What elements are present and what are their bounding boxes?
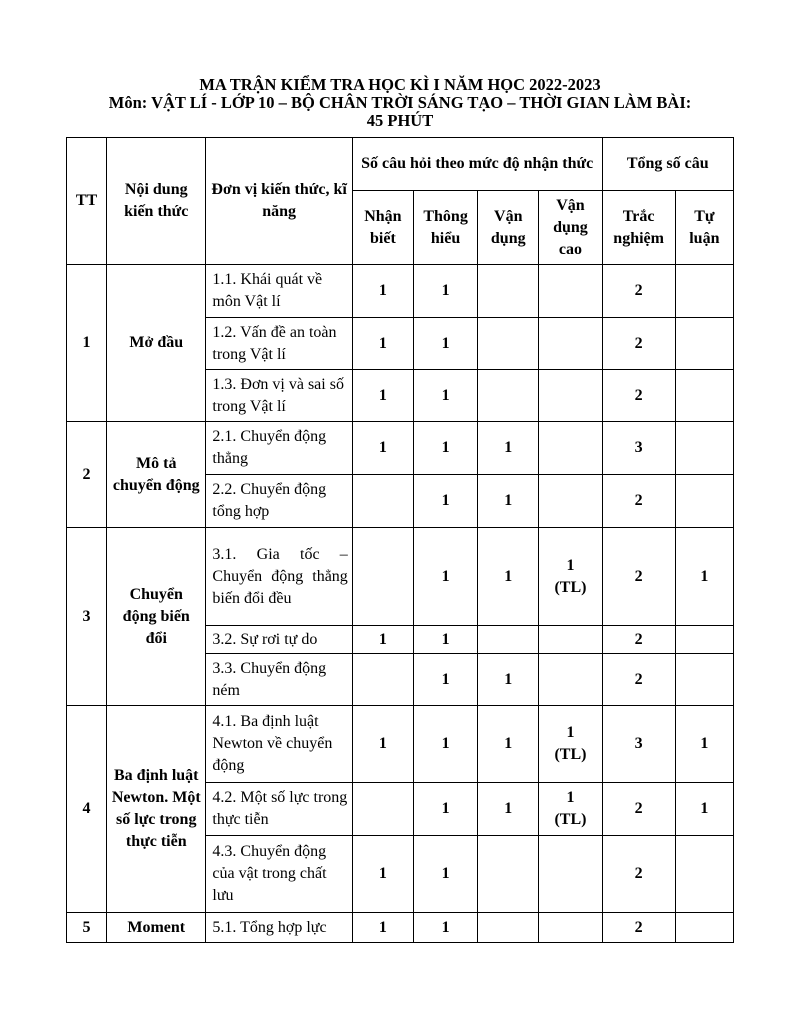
topic-cell: Mở đầu: [107, 265, 206, 422]
header-tu-luan: Tự luận: [675, 191, 733, 265]
nhan-biet-cell: [352, 654, 413, 706]
unit-cell: 4.1. Ba định luật Newton về chuyển động: [206, 706, 352, 783]
nhan-biet-cell: [352, 475, 413, 528]
tu-luan-cell: [675, 626, 733, 654]
matrix-body: [67, 265, 734, 943]
trac-nghiem-cell: 2: [602, 265, 675, 318]
trac-nghiem-cell: 2: [602, 370, 675, 422]
van-dung-cell: [478, 836, 539, 913]
van-dung-cell: [478, 370, 539, 422]
tu-luan-cell: [675, 422, 733, 475]
van-dung-cell: 1: [478, 783, 539, 836]
tu-luan-cell: [675, 370, 733, 422]
tu-luan-cell: [675, 318, 733, 370]
van-dung-cao-value: 1: [566, 789, 575, 806]
van-dung-cell: [478, 265, 539, 318]
thong-hieu-cell: 1: [413, 836, 477, 913]
header-tt: TT: [67, 138, 107, 265]
thong-hieu-cell: 1: [413, 706, 477, 783]
unit-cell: 5.1. Tổng hợp lực: [206, 913, 352, 943]
thong-hieu-cell: 1: [413, 654, 477, 706]
unit-cell: 3.1. Gia tốc – Chuyển động thẳng biến đổi đều: [206, 528, 352, 626]
trac-nghiem-cell: 2: [602, 475, 675, 528]
document-title-line-3: 45 PHÚT: [366, 111, 434, 130]
header-thong-hieu: Thông hiểu: [413, 191, 477, 265]
unit-cell: 4.2. Một số lực trong thực tiễn: [206, 783, 352, 836]
van-dung-cao-cell: [539, 654, 602, 706]
table-row: [67, 913, 734, 943]
header-trac-nghiem: Trắc nghiệm: [602, 191, 675, 265]
table-row: [67, 422, 734, 475]
van-dung-cao-cell: [539, 783, 602, 836]
tu-luan-cell: [675, 475, 733, 528]
thong-hieu-cell: 1: [413, 370, 477, 422]
trac-nghiem-cell: 2: [602, 528, 675, 626]
table-row: [67, 706, 734, 783]
tu-luan-cell: 1: [675, 706, 733, 783]
trac-nghiem-cell: 2: [602, 318, 675, 370]
unit-cell: 2.2. Chuyển động tổng hợp: [206, 475, 352, 528]
nhan-biet-cell: 1: [352, 913, 413, 943]
nhan-biet-cell: 1: [352, 318, 413, 370]
nhan-biet-cell: 1: [352, 422, 413, 475]
row-number-cell: 5: [67, 913, 107, 943]
trac-nghiem-cell: 3: [602, 422, 675, 475]
nhan-biet-cell: 1: [352, 265, 413, 318]
unit-cell: 3.2. Sự rơi tự do: [206, 626, 352, 654]
document-title-line-1: MA TRẬN KIỂM TRA HỌC KÌ I NĂM HỌC 2022-2023: [199, 75, 601, 94]
nhan-biet-cell: [352, 528, 413, 626]
topic-cell: Mô tả chuyển động: [107, 422, 206, 528]
header-van-dung: Vận dụng: [478, 191, 539, 265]
van-dung-cao-cell: [539, 626, 602, 654]
thong-hieu-cell: 1: [413, 422, 477, 475]
van-dung-cell: 1: [478, 528, 539, 626]
header-content: Nội dung kiến thức: [107, 138, 206, 265]
tu-luan-cell: 1: [675, 528, 733, 626]
thong-hieu-cell: 1: [413, 318, 477, 370]
van-dung-cao-value: 1: [566, 556, 575, 574]
header-total-group: Tổng số câu: [602, 138, 733, 191]
unit-cell: 1.3. Đơn vị và sai số trong Vật lí: [206, 370, 352, 422]
row-number-cell: 2: [67, 422, 107, 528]
van-dung-cao-note: (TL): [554, 746, 587, 763]
van-dung-cao-cell: [539, 913, 602, 943]
tu-luan-cell: 1: [675, 783, 733, 836]
van-dung-cell: [478, 318, 539, 370]
topic-cell: Moment: [107, 913, 206, 943]
van-dung-cao-value: 1: [566, 724, 575, 741]
tu-luan-cell: [675, 654, 733, 706]
van-dung-cao-note: (TL): [554, 811, 587, 828]
unit-cell: 3.3. Chuyển động ném: [206, 654, 352, 706]
header-levels-group: Số câu hỏi theo mức độ nhận thức: [352, 138, 602, 191]
van-dung-cell: 1: [478, 654, 539, 706]
table-row: [67, 528, 734, 626]
trac-nghiem-cell: 3: [602, 706, 675, 783]
van-dung-cao-cell: [539, 370, 602, 422]
topic-cell: Ba định luật Newton. Một số lực trong thực tiễn: [107, 706, 206, 913]
tu-luan-cell: [675, 265, 733, 318]
thong-hieu-cell: 1: [413, 265, 477, 318]
test-matrix-table: [66, 137, 734, 943]
row-number-cell: 3: [67, 528, 107, 706]
van-dung-cao-cell: [539, 475, 602, 528]
topic-cell: Chuyển động biến đổi: [107, 528, 206, 706]
thong-hieu-cell: 1: [413, 783, 477, 836]
van-dung-cao-note: (TL): [554, 578, 587, 596]
van-dung-cao-cell: [539, 706, 602, 783]
van-dung-cell: [478, 913, 539, 943]
van-dung-cao-cell: [539, 422, 602, 475]
van-dung-cell: [478, 626, 539, 654]
tu-luan-cell: [675, 836, 733, 913]
trac-nghiem-cell: 2: [602, 913, 675, 943]
van-dung-cao-cell: [539, 528, 602, 626]
row-number-cell: 4: [67, 706, 107, 913]
unit-cell: 2.1. Chuyển động thẳng: [206, 422, 352, 475]
trac-nghiem-cell: 2: [602, 783, 675, 836]
thong-hieu-cell: 1: [413, 913, 477, 943]
trac-nghiem-cell: 2: [602, 654, 675, 706]
unit-cell: 1.1. Khái quát về môn Vật lí: [206, 265, 352, 318]
unit-cell: 4.3. Chuyển động của vật trong chất lưu: [206, 836, 352, 913]
unit-cell: 1.2. Vấn đề an toàn trong Vật lí: [206, 318, 352, 370]
thong-hieu-cell: 1: [413, 626, 477, 654]
header-van-dung-cao: Vận dụng cao: [539, 191, 602, 265]
trac-nghiem-cell: 2: [602, 836, 675, 913]
header-nhan-biet: Nhận biết: [352, 191, 413, 265]
van-dung-cell: 1: [478, 422, 539, 475]
row-number-cell: 1: [67, 265, 107, 422]
van-dung-cao-cell: [539, 836, 602, 913]
nhan-biet-cell: 1: [352, 370, 413, 422]
nhan-biet-cell: [352, 783, 413, 836]
nhan-biet-cell: 1: [352, 706, 413, 783]
header-unit: Đơn vị kiến thức, kĩ năng: [206, 138, 352, 265]
tu-luan-cell: [675, 913, 733, 943]
document-title-line-2: Môn: VẬT LÍ - LỚP 10 – BỘ CHÂN TRỜI SÁNG TẠO – THỜI GIAN LÀM BÀI:: [108, 93, 692, 112]
nhan-biet-cell: 1: [352, 626, 413, 654]
van-dung-cao-cell: [539, 265, 602, 318]
table-row: [67, 265, 734, 318]
nhan-biet-cell: 1: [352, 836, 413, 913]
trac-nghiem-cell: 2: [602, 626, 675, 654]
van-dung-cell: 1: [478, 475, 539, 528]
van-dung-cao-cell: [539, 318, 602, 370]
thong-hieu-cell: 1: [413, 528, 477, 626]
thong-hieu-cell: 1: [413, 475, 477, 528]
van-dung-cell: 1: [478, 706, 539, 783]
